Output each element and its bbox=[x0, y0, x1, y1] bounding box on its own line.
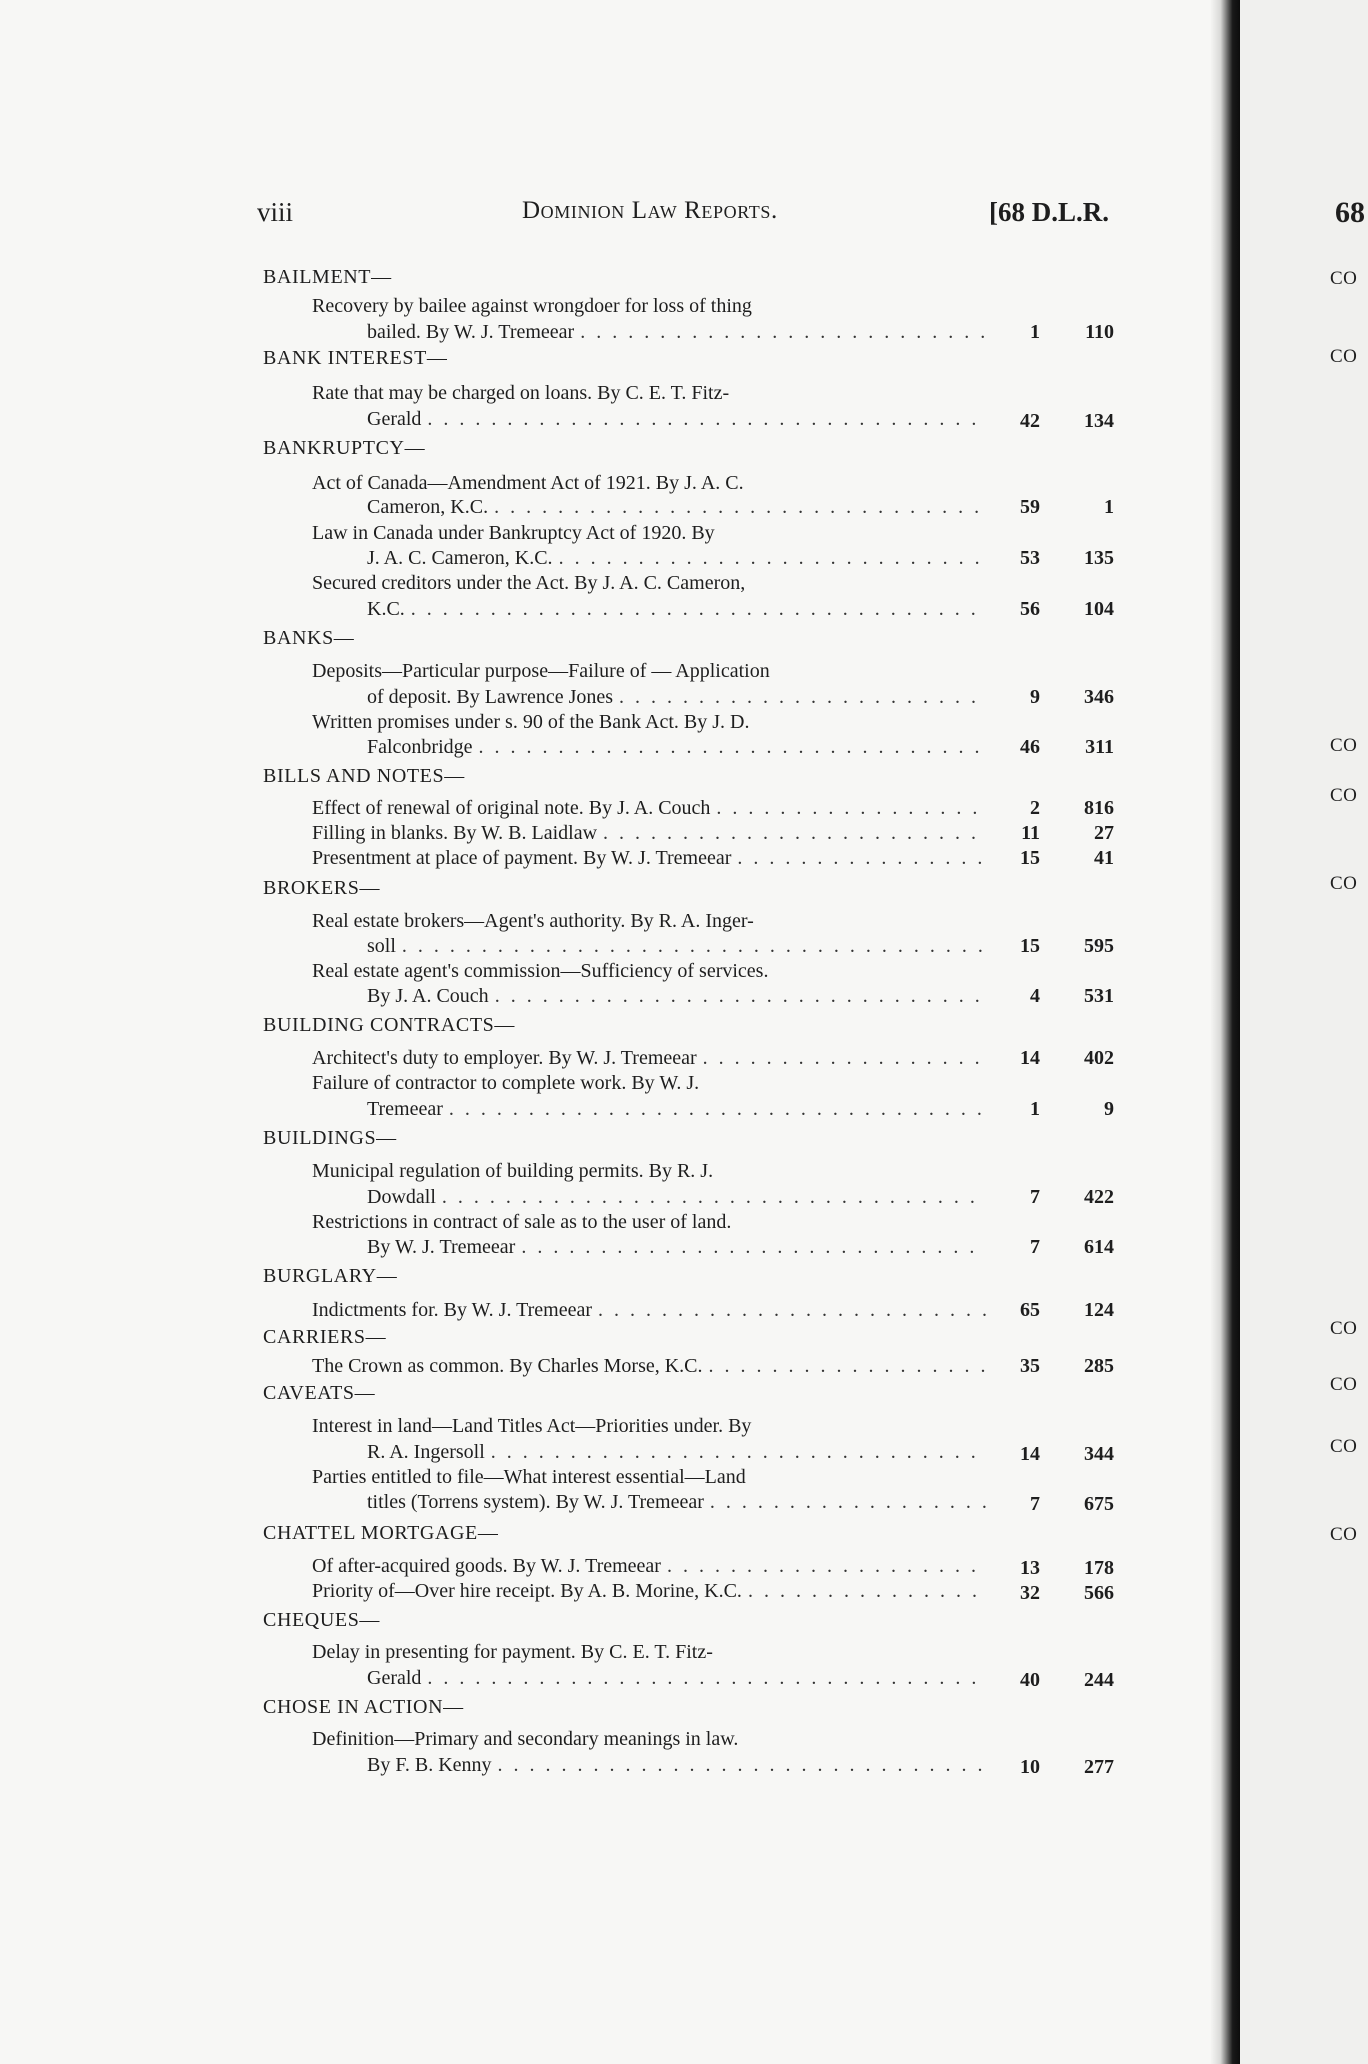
entry-line bbox=[312, 1070, 992, 1096]
page-number: 9 bbox=[1104, 1098, 1114, 1120]
leader-dots bbox=[479, 734, 986, 760]
entry-line bbox=[312, 1158, 992, 1184]
right-page-fragment: CO bbox=[1330, 735, 1358, 756]
entry-text: bailed. By W. J. Tremeear bbox=[367, 321, 575, 343]
volume-number: 56 bbox=[1020, 598, 1040, 620]
page-number: 675 bbox=[1084, 1493, 1114, 1515]
entry-text: Real estate agent's commission—Sufficiency of services. bbox=[312, 960, 769, 982]
entry-line bbox=[367, 596, 992, 622]
entry-text: Municipal regulation of building permits. By R. J. bbox=[312, 1160, 714, 1182]
entry-line bbox=[367, 1752, 992, 1778]
entry-line bbox=[312, 1297, 992, 1323]
entry-text: of deposit. By Lawrence Jones bbox=[367, 686, 614, 708]
right-page-fragment: CO bbox=[1330, 346, 1358, 367]
index-heading: BANKS— bbox=[263, 627, 355, 649]
index-heading: BUILDINGS— bbox=[263, 1127, 397, 1149]
entry-line bbox=[312, 1209, 992, 1235]
leader-dots bbox=[498, 1752, 986, 1778]
entry-line bbox=[312, 1353, 992, 1379]
volume-number: 7 bbox=[1030, 1186, 1040, 1208]
entry-text: K.C. bbox=[367, 598, 405, 620]
entry-text: Gerald bbox=[367, 1667, 422, 1689]
entry-text: Definition—Primary and secondary meanings in law. bbox=[312, 1728, 739, 1750]
page-number: 566 bbox=[1084, 1582, 1114, 1604]
leader-dots bbox=[402, 933, 986, 959]
page-number: 110 bbox=[1085, 321, 1114, 343]
entry-line bbox=[312, 1413, 992, 1439]
entry-line bbox=[367, 1184, 992, 1210]
entry-line bbox=[312, 1726, 992, 1752]
entry-line bbox=[367, 319, 992, 345]
entry-line bbox=[312, 380, 992, 406]
leader-dots bbox=[427, 1665, 986, 1691]
entry-text: Cameron, K.C. bbox=[367, 496, 489, 518]
entry-text: soll bbox=[367, 935, 396, 957]
entry-text: Effect of renewal of original note. By J. A. Couch bbox=[312, 797, 711, 819]
book-gutter bbox=[1210, 0, 1240, 2064]
entry-line bbox=[367, 545, 992, 571]
page-number: 402 bbox=[1084, 1047, 1114, 1069]
page-number: 277 bbox=[1084, 1756, 1114, 1778]
right-page-head: 68 bbox=[1335, 196, 1365, 229]
entry-text: By F. B. Kenny bbox=[367, 1754, 492, 1776]
entry-text: Real estate brokers—Agent's authority. By R. A. Inger- bbox=[312, 910, 754, 932]
entry-line bbox=[312, 1578, 992, 1604]
entry-text: Gerald bbox=[367, 408, 422, 430]
entry-line bbox=[367, 1489, 992, 1515]
volume-number: 7 bbox=[1030, 1493, 1040, 1515]
leader-dots bbox=[710, 1489, 986, 1515]
entry-line bbox=[312, 470, 992, 496]
volume-number: 4 bbox=[1030, 985, 1040, 1007]
entry-line bbox=[367, 1234, 992, 1260]
volume-number: 14 bbox=[1020, 1443, 1040, 1465]
index-heading: BAILMENT— bbox=[263, 266, 392, 288]
right-page-edge bbox=[1240, 0, 1368, 2064]
volume-reference: [68 D.L.R. bbox=[989, 197, 1109, 227]
leader-dots bbox=[580, 319, 986, 345]
entry-line bbox=[367, 933, 992, 959]
entry-text: R. A. Ingersoll bbox=[367, 1441, 485, 1463]
volume-number: 15 bbox=[1020, 935, 1040, 957]
volume-number: 11 bbox=[1021, 822, 1040, 844]
page-number: 344 bbox=[1084, 1443, 1114, 1465]
volume-number: 42 bbox=[1020, 410, 1040, 432]
entry-line bbox=[312, 820, 992, 846]
leader-dots bbox=[494, 494, 986, 520]
volume-number: 53 bbox=[1020, 547, 1040, 569]
entry-text: By W. J. Tremeear bbox=[367, 1236, 516, 1258]
entry-text: titles (Torrens system). By W. J. Tremeear bbox=[367, 1491, 704, 1513]
volume-number: 13 bbox=[1020, 1557, 1040, 1579]
leader-dots bbox=[495, 983, 986, 1009]
volume-number: 9 bbox=[1030, 686, 1040, 708]
page-number: 124 bbox=[1084, 1299, 1114, 1321]
page-number: 178 bbox=[1084, 1557, 1114, 1579]
entry-text: The Crown as common. By Charles Morse, K.C. bbox=[312, 1355, 703, 1377]
page-number: 346 bbox=[1084, 686, 1114, 708]
entry-text: Deposits—Particular purpose—Failure of — Application bbox=[312, 660, 770, 682]
entry-text: Secured creditors under the Act. By J. A. C. Cameron, bbox=[312, 572, 746, 594]
volume-number: 59 bbox=[1020, 496, 1040, 518]
volume-number: 1 bbox=[1030, 321, 1040, 343]
entry-text: J. A. C. Cameron, K.C. bbox=[367, 547, 553, 569]
right-page-fragment: CO bbox=[1330, 1524, 1358, 1545]
entry-text: Priority of—Over hire receipt. By A. B. Morine, K.C. bbox=[312, 1580, 742, 1602]
entry-line bbox=[312, 1553, 992, 1579]
volume-number: 46 bbox=[1020, 736, 1040, 758]
index-heading: BILLS AND NOTES— bbox=[263, 765, 465, 787]
volume-number: 1 bbox=[1030, 1098, 1040, 1120]
entry-line bbox=[312, 1464, 992, 1490]
right-page-fragment: CO bbox=[1330, 785, 1358, 806]
index-heading: BURGLARY— bbox=[263, 1265, 398, 1287]
leader-dots bbox=[703, 1045, 986, 1071]
page-number: 422 bbox=[1084, 1186, 1114, 1208]
leader-dots bbox=[559, 545, 986, 571]
page-folio: viii bbox=[257, 197, 294, 227]
entry-text: Presentment at place of payment. By W. J. Tremeear bbox=[312, 847, 732, 869]
page-number: 816 bbox=[1084, 797, 1114, 819]
leader-dots bbox=[521, 1234, 986, 1260]
right-page-fragment: CO bbox=[1330, 873, 1358, 894]
entry-line bbox=[367, 983, 992, 1009]
entry-text: Parties entitled to file—What interest essential—Land bbox=[312, 1466, 746, 1488]
entry-line bbox=[367, 494, 992, 520]
leader-dots bbox=[619, 684, 986, 710]
volume-number: 15 bbox=[1020, 847, 1040, 869]
leader-dots bbox=[491, 1439, 986, 1465]
leader-dots bbox=[427, 406, 986, 432]
page-number: 27 bbox=[1094, 822, 1114, 844]
volume-number: 35 bbox=[1020, 1355, 1040, 1377]
entry-line bbox=[312, 293, 992, 319]
right-page-fragment: CO bbox=[1330, 1374, 1358, 1395]
leader-dots bbox=[598, 1297, 986, 1323]
leader-dots bbox=[449, 1096, 986, 1122]
entry-line bbox=[367, 1665, 992, 1691]
page-number: 41 bbox=[1094, 847, 1114, 869]
volume-number: 14 bbox=[1020, 1047, 1040, 1069]
entry-line bbox=[367, 1096, 992, 1122]
index-heading: BANKRUPTCY— bbox=[263, 437, 426, 459]
page-number: 531 bbox=[1084, 985, 1114, 1007]
page-number: 104 bbox=[1084, 598, 1114, 620]
leader-dots bbox=[709, 1353, 986, 1379]
entry-line bbox=[312, 570, 992, 596]
page-number: 285 bbox=[1084, 1355, 1114, 1377]
entry-text: Act of Canada—Amendment Act of 1921. By J. A. C. bbox=[312, 472, 744, 494]
leader-dots bbox=[716, 795, 986, 821]
volume-number: 2 bbox=[1030, 797, 1040, 819]
entry-text: Restrictions in contract of sale as to the user of land. bbox=[312, 1211, 732, 1233]
leader-dots bbox=[442, 1184, 986, 1210]
volume-number: 40 bbox=[1020, 1669, 1040, 1691]
index-heading: CHOSE IN ACTION— bbox=[263, 1696, 464, 1718]
entry-line bbox=[312, 845, 992, 871]
page-number: 614 bbox=[1084, 1236, 1114, 1258]
running-header bbox=[257, 197, 1109, 237]
page-number: 134 bbox=[1084, 410, 1114, 432]
entry-text: Recovery by bailee against wrongdoer for loss of thing bbox=[312, 295, 752, 317]
index-heading: CHEQUES— bbox=[263, 1609, 381, 1631]
entry-text: Written promises under s. 90 of the Bank Act. By J. D. bbox=[312, 711, 750, 733]
index-heading: CAVEATS— bbox=[263, 1382, 376, 1404]
entry-line bbox=[367, 734, 992, 760]
entry-line bbox=[367, 684, 992, 710]
index-heading: BANK INTEREST— bbox=[263, 347, 448, 369]
index-heading: BROKERS— bbox=[263, 877, 381, 899]
entry-text: Interest in land—Land Titles Act—Priorities under. By bbox=[312, 1415, 752, 1437]
entry-text: Tremeear bbox=[367, 1098, 443, 1120]
entry-line bbox=[312, 658, 992, 684]
entry-text: Filling in blanks. By W. B. Laidlaw bbox=[312, 822, 598, 844]
running-title: Dominion Law Reports. bbox=[522, 197, 778, 224]
leader-dots bbox=[603, 820, 986, 846]
entry-line bbox=[312, 520, 992, 546]
entry-line bbox=[312, 709, 992, 735]
entry-line bbox=[312, 958, 992, 984]
entry-text: Dowdall bbox=[367, 1186, 436, 1208]
volume-number: 65 bbox=[1020, 1299, 1040, 1321]
leader-dots bbox=[411, 596, 986, 622]
entry-text: Architect's duty to employer. By W. J. Tremeear bbox=[312, 1047, 697, 1069]
right-page-fragment: CO bbox=[1330, 268, 1358, 289]
index-heading: BUILDING CONTRACTS— bbox=[263, 1014, 515, 1036]
entry-line bbox=[312, 1045, 992, 1071]
entry-line bbox=[312, 1639, 992, 1665]
page-number: 595 bbox=[1084, 935, 1114, 957]
entry-text: Falconbridge bbox=[367, 736, 473, 758]
leader-dots bbox=[748, 1578, 986, 1604]
leader-dots bbox=[737, 845, 986, 871]
volume-number: 7 bbox=[1030, 1236, 1040, 1258]
page-number: 311 bbox=[1085, 736, 1114, 758]
entry-line bbox=[312, 795, 992, 821]
leader-dots bbox=[667, 1553, 986, 1579]
right-page-fragment: CO bbox=[1330, 1318, 1358, 1339]
entry-text: Delay in presenting for payment. By C. E. T. Fitz- bbox=[312, 1641, 713, 1663]
page-number: 135 bbox=[1084, 547, 1114, 569]
entry-line bbox=[367, 1439, 992, 1465]
entry-line bbox=[312, 908, 992, 934]
right-page-fragment: CO bbox=[1330, 1436, 1358, 1457]
index-heading: CARRIERS— bbox=[263, 1326, 387, 1348]
entry-text: Of after-acquired goods. By W. J. Tremeear bbox=[312, 1555, 661, 1577]
index-heading: CHATTEL MORTGAGE— bbox=[263, 1522, 499, 1544]
volume-number: 10 bbox=[1020, 1756, 1040, 1778]
volume-number: 32 bbox=[1020, 1582, 1040, 1604]
page-number: 244 bbox=[1084, 1669, 1114, 1691]
entry-text: Law in Canada under Bankruptcy Act of 1920. By bbox=[312, 522, 715, 544]
entry-line bbox=[367, 406, 992, 432]
page-number: 1 bbox=[1104, 496, 1114, 518]
entry-text: By J. A. Couch bbox=[367, 985, 489, 1007]
entry-text: Indictments for. By W. J. Tremeear bbox=[312, 1299, 592, 1321]
entry-text: Failure of contractor to complete work. By W. J. bbox=[312, 1072, 700, 1094]
entry-text: Rate that may be charged on loans. By C. E. T. Fitz- bbox=[312, 382, 730, 404]
